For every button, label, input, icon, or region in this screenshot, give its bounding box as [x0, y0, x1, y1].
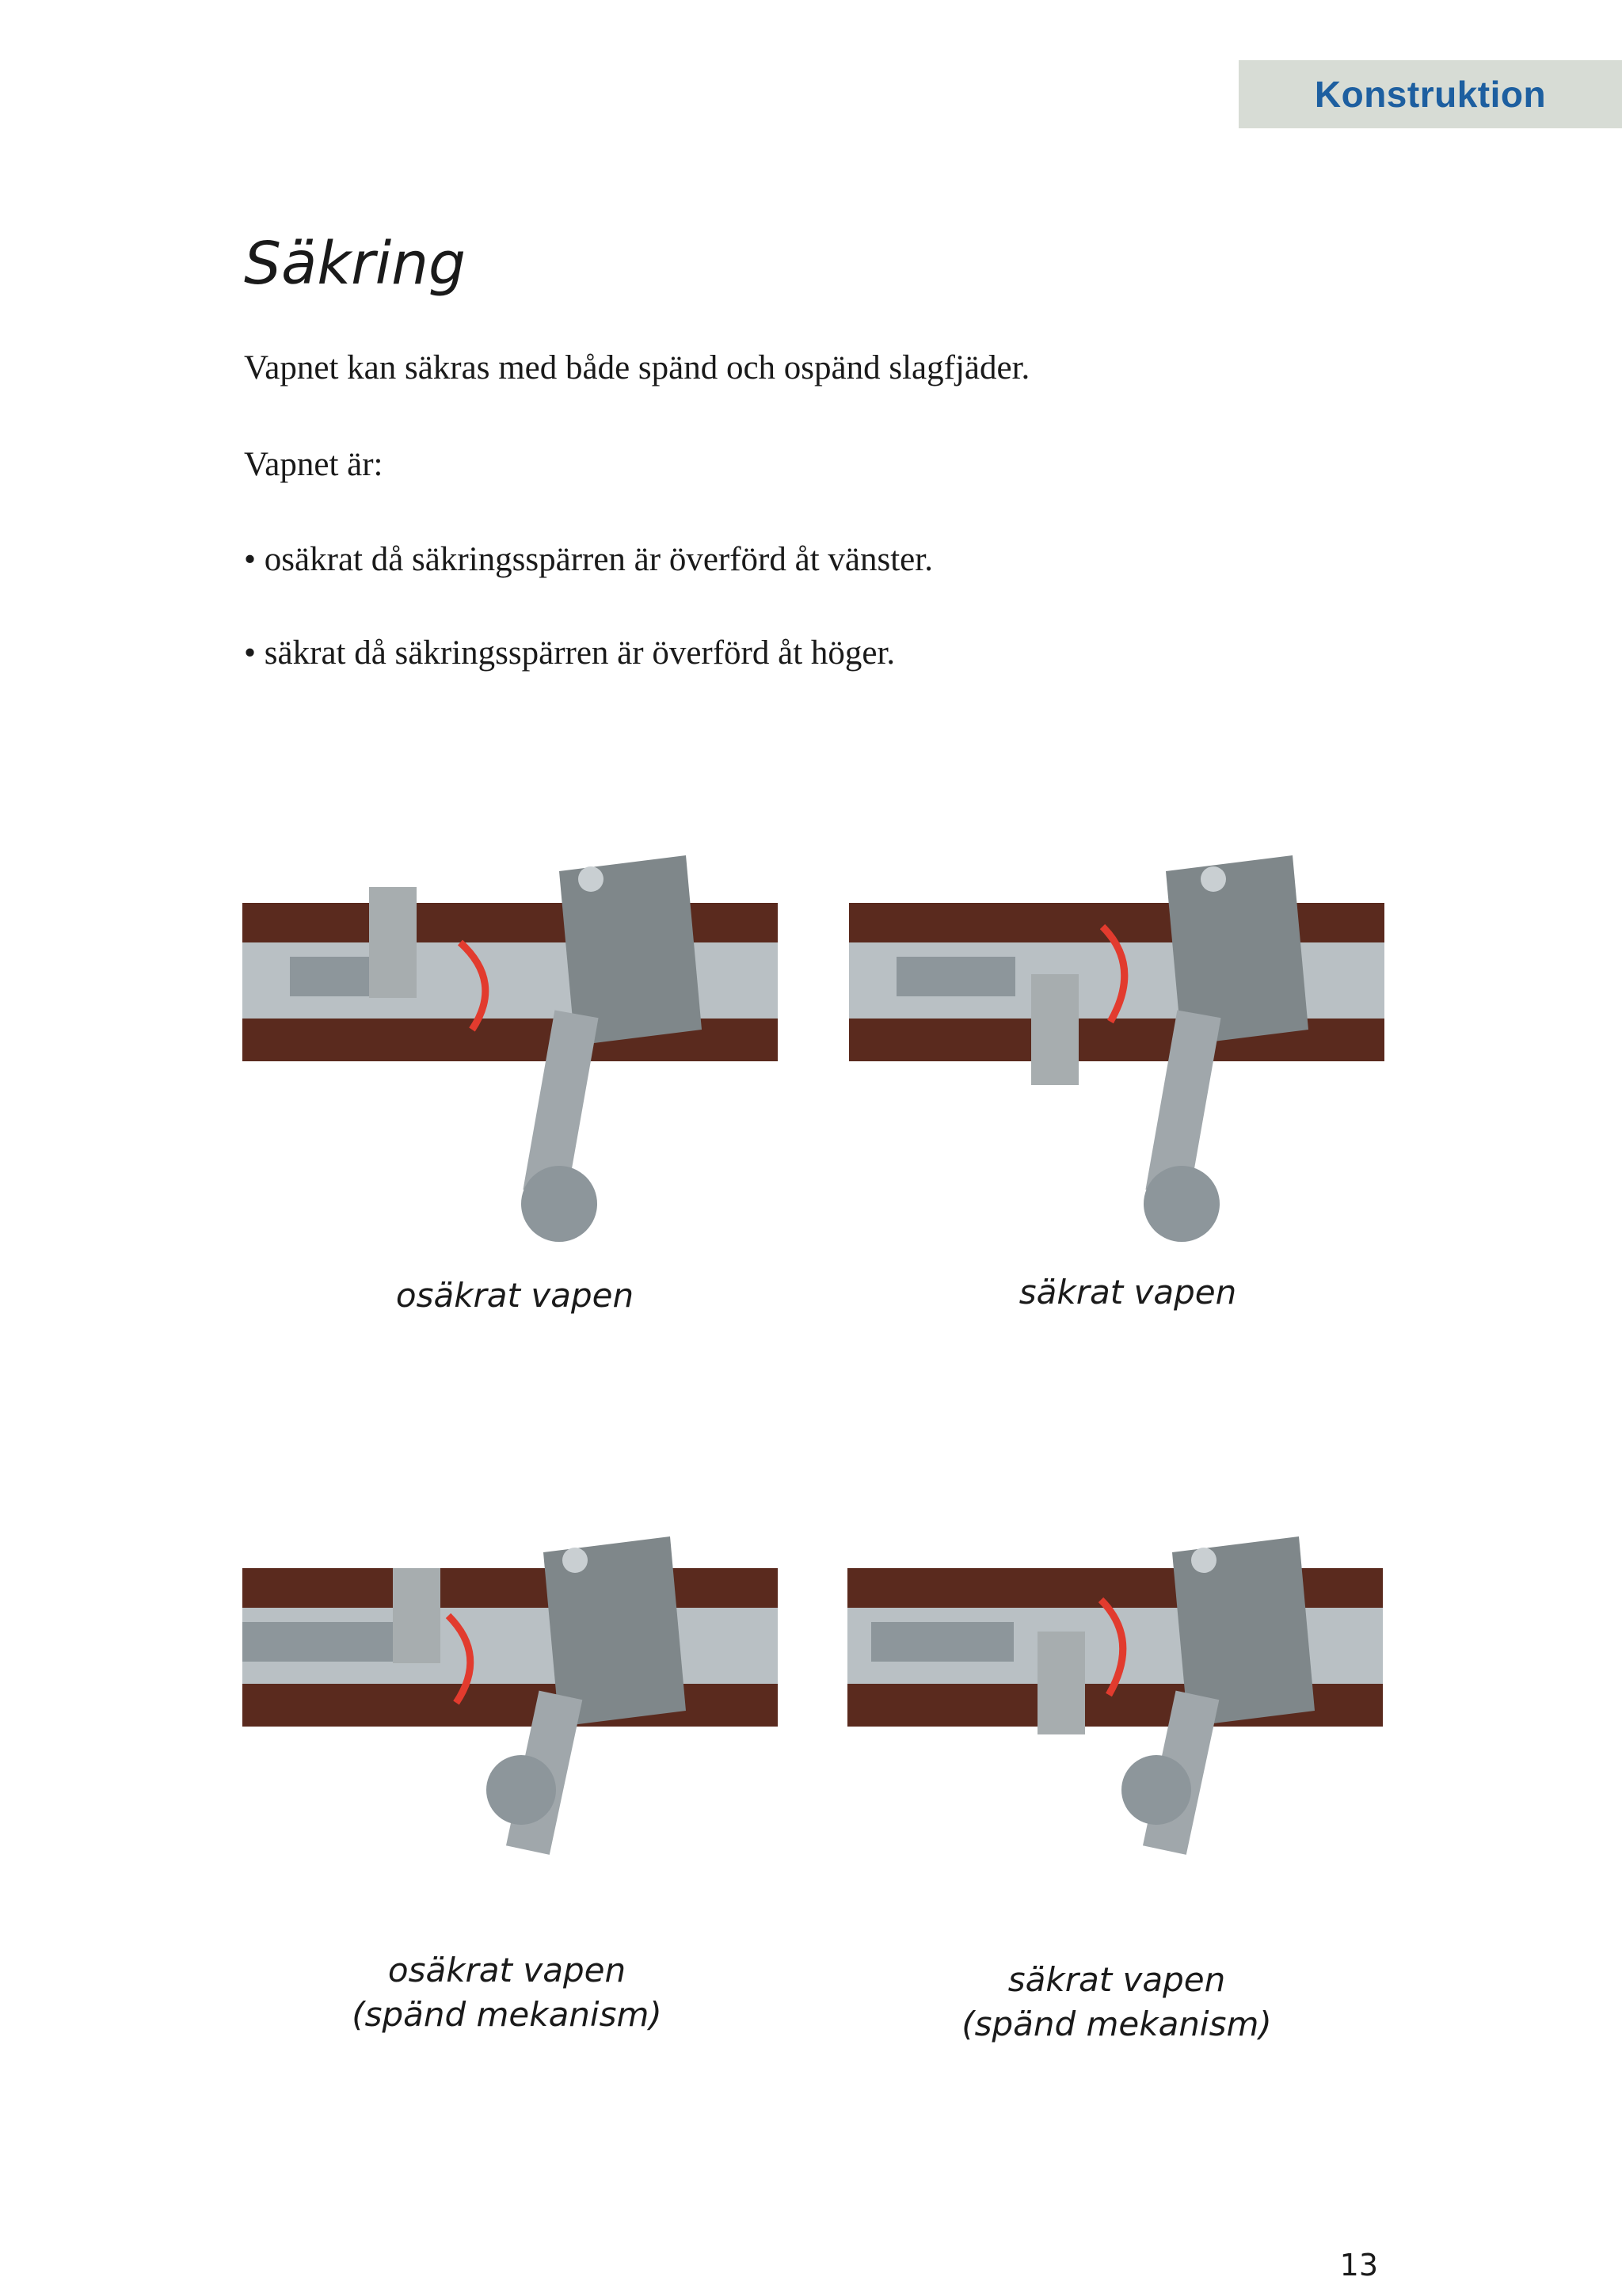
intro-text: Vapnet kan säkras med både spänd och ospänd slagfjäder. [244, 349, 1030, 386]
cocking-piece [871, 1622, 1014, 1662]
rifle-bolt-photo-unsafe [242, 840, 778, 1251]
cocking-piece [897, 957, 1015, 996]
rifle-bolt-photo-safe [849, 840, 1384, 1251]
lead-text: Vapnet är: [244, 446, 383, 483]
bolt-knob [486, 1755, 556, 1825]
section-label: Konstruktion [1314, 74, 1547, 115]
bolt-knob [1144, 1166, 1220, 1242]
page-title: Säkring [244, 230, 466, 298]
safety-lever [1038, 1632, 1085, 1734]
safety-lever [393, 1568, 440, 1663]
rifle-bolt-photo-unsafe-cocked [242, 1505, 778, 1917]
safety-lever [369, 887, 417, 998]
screw [1191, 1548, 1216, 1573]
page-number: 13 [1339, 2248, 1378, 2283]
safety-lever [1031, 974, 1079, 1085]
figure-caption [230, 1948, 784, 2037]
bullet-safe: • säkrat då säkringsspärren är överförd åt höger. [244, 634, 896, 672]
screw [562, 1548, 588, 1573]
screw [1201, 866, 1226, 892]
figure-caption [840, 1958, 1394, 2047]
caption-line: (spänd mekanism) [352, 1995, 662, 2034]
screw [578, 866, 603, 892]
figure-caption [238, 1274, 792, 1318]
bullet-unsafe: • osäkrat då säkringsspärren är överförd åt vänster. [244, 541, 933, 578]
bolt-knob [521, 1166, 597, 1242]
caption-line: osäkrat vapen [395, 1276, 634, 1315]
rifle-bolt-photo-safe-cocked [847, 1505, 1383, 1917]
figure-caption [851, 1270, 1405, 1315]
caption-line: säkrat vapen [1019, 1273, 1237, 1312]
cocking-piece [242, 1622, 409, 1662]
caption-line: säkrat vapen [1007, 1960, 1226, 1999]
bolt-knob [1121, 1755, 1191, 1825]
caption-line: (spänd mekanism) [961, 2005, 1272, 2043]
section-tab [1239, 60, 1622, 128]
caption-line: osäkrat vapen [387, 1951, 626, 1989]
